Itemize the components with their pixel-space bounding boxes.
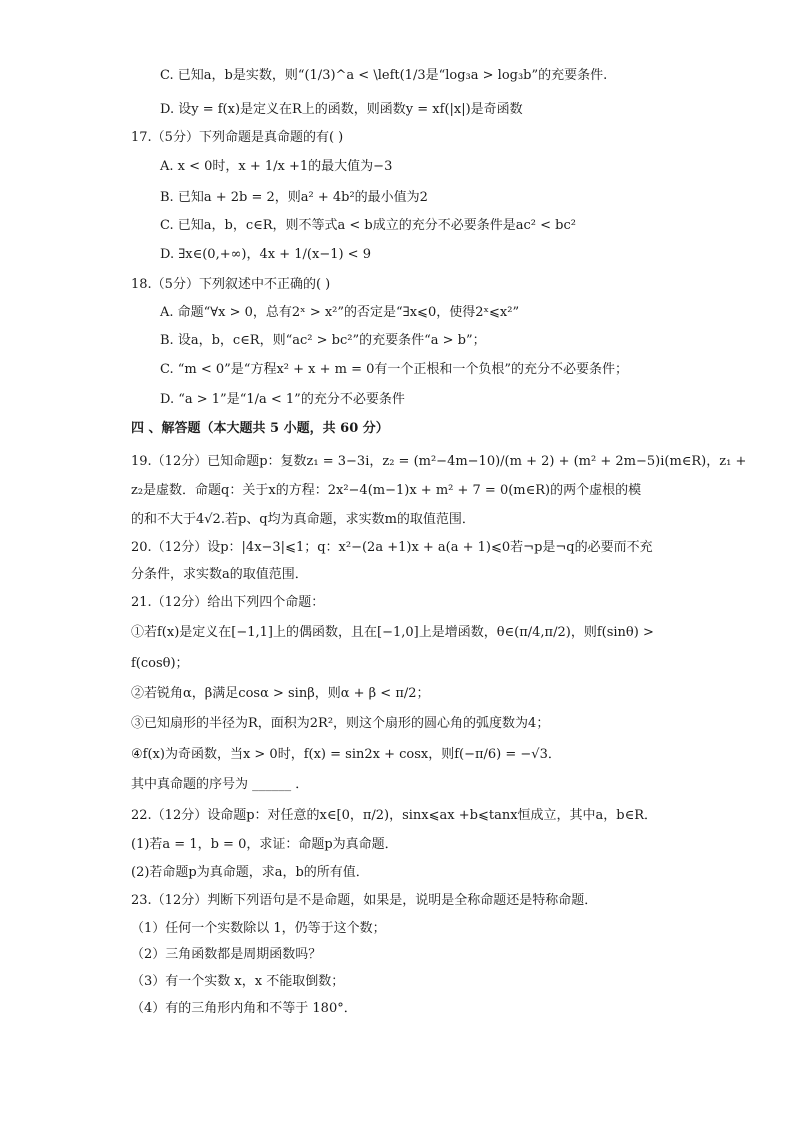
q22-part-1: (1)若a = 1，b = 0，求证：命题p为真命题．	[131, 837, 398, 852]
q17-option-b: B. 已知a + 2b = 2，则a² + 4b²的最小值为2	[160, 190, 428, 205]
q18-option-b: B. 设a，b，c∈R，则“ac² > bc²”的充要条件“a > b”；	[160, 333, 486, 348]
q20-line-2: 分条件，求实数a的取值范围．	[131, 567, 308, 582]
q21-item-1-line-1: ①若f(x)是定义在[−1,1]上的偶函数，且在[−1,0]上是增函数，θ∈(π/4,π/2)，则f(sinθ) >	[131, 625, 654, 640]
q19-line-1: 19.（12分）已知命题p：复数z₁ = 3−3i，z₂ = (m²−4m−10)/(m + 2) + (m² + 2m−5)i(m∈R)，z₁ +	[131, 454, 747, 469]
q23-item-4: （4）有的三角形内角和不等于 180°．	[131, 1001, 357, 1016]
q21-item-3: ③已知扇形的半径为R，面积为2R²，则这个扇形的圆心角的弧度数为4；	[131, 716, 550, 731]
q22-stem: 22.（12分）设命题p：对任意的x∈[0，π/2)，sinx⩽ax +b⩽tanx恒成立，其中a，b∈R．	[131, 808, 658, 823]
q23-item-3: （3）有一个实数 x，x 不能取倒数；	[131, 974, 345, 989]
section-heading: 四 、解答题（本大题共 5 小题，共 60 分）	[131, 421, 389, 436]
q23-stem: 23.（12分）判断下列语句是不是命题，如果是，说明是全称命题还是特称命题．	[131, 893, 598, 908]
q17-option-a: A. x < 0时，x + 1/x +1的最大值为−3	[160, 159, 393, 174]
q21-answer-blank: 其中真命题的序号为 ______ ．	[131, 777, 309, 792]
q16-option-d: D. 设y = f(x)是定义在R上的函数，则函数y = xf(|x|)是奇函数	[160, 102, 523, 117]
q20-line-1: 20.（12分）设p：|4x−3|⩽1；q：x²−(2a +1)x + a(a + 1)⩽0若¬p是¬q的必要而不充	[131, 540, 653, 555]
q18-stem: 18.（5分）下列叙述中不正确的( )	[131, 277, 331, 292]
q21-item-4: ④f(x)为奇函数，当x > 0时，f(x) = sin2x + cosx，则f(−π/6) = −√3．	[131, 747, 561, 762]
q21-stem: 21.（12分）给出下列四个命题：	[131, 595, 325, 610]
q19-line-2: z₂是虚数．命题q：关于x的方程：2x²−4(m−1)x + m² + 7 = 0(m∈R)的两个虚根的模	[131, 483, 642, 498]
q22-part-2: (2)若命题p为真命题，求a，b的所有值．	[131, 865, 369, 880]
q16-option-c: C. 已知a，b是实数，则“(1/3)^a < \left(1/3是“log₃a > log₃b”的充要条件.	[160, 68, 608, 83]
q17-option-c: C. 已知a，b，c∈R，则不等式a < b成立的充分不必要条件是ac² < bc²	[160, 218, 576, 233]
q18-option-d: D. “a > 1”是“1/a < 1”的充分不必要条件	[160, 392, 405, 407]
q23-item-2: （2）三角函数都是周期函数吗？	[131, 947, 322, 962]
q18-option-a: A. 命题“∀x > 0，总有2ˣ > x²”的否定是“∃x⩽0，使得2ˣ⩽x²”	[160, 305, 520, 320]
q23-item-1: （1）任何一个实数除以 1，仍等于这个数；	[131, 921, 386, 936]
q21-item-1-line-2: f(cosθ)；	[131, 656, 189, 671]
q17-stem: 17.（5分）下列命题是真命题的有( )	[131, 130, 344, 145]
q21-item-2: ②若锐角α，β满足cosα > sinβ，则α + β < π/2；	[131, 686, 430, 701]
q17-option-d: D. ∃x∈(0,+∞)，4x + 1/(x−1) < 9	[160, 247, 371, 262]
q18-option-c: C. “m < 0”是“方程x² + x + m = 0有一个正根和一个负根”的充分不必要条件；	[160, 362, 629, 377]
q19-line-3: 的和不大于4√2.若p、q均为真命题，求实数m的取值范围．	[131, 512, 475, 527]
